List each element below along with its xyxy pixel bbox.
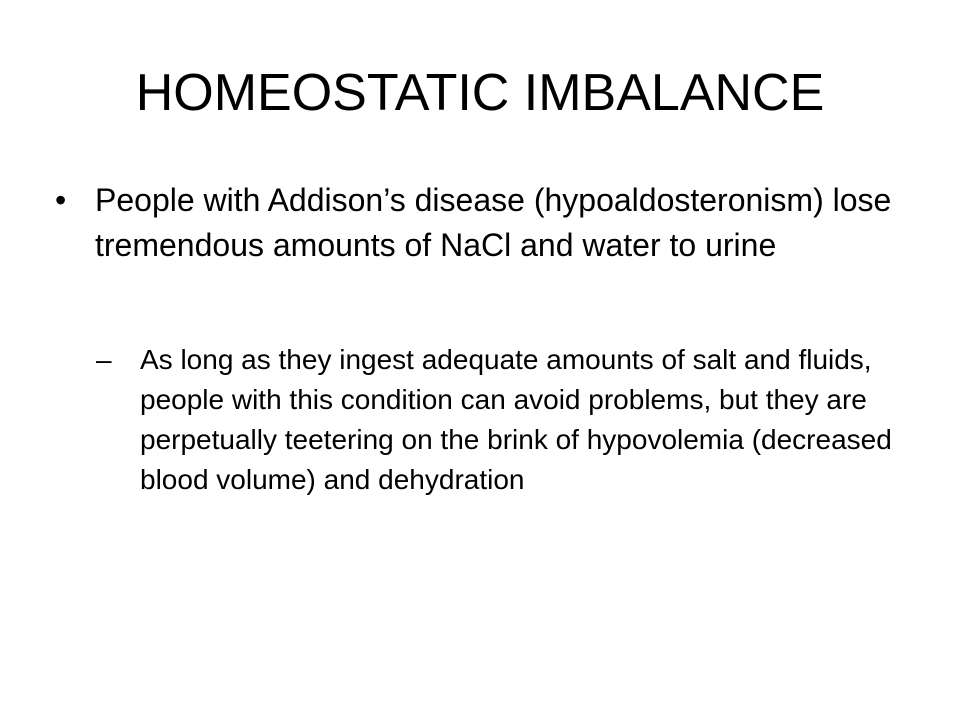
slide-title: HOMEOSTATIC IMBALANCE [135, 64, 825, 122]
bullet-marker: • [55, 182, 67, 218]
sub-bullet-text: As long as they ingest adequate amounts of salt and fluids, people with this condition can avoid problems, but they are perpetually teetering on the brink of hypovolemia (decreased blood volume) and dehydration [140, 344, 892, 495]
bullet-text: People with Addison’s disease (hypoaldosteronism) lose tremendous amounts of NaCl and water to urine [95, 182, 892, 263]
bullet-item [55, 178, 905, 268]
sub-bullet-marker: – [96, 344, 112, 375]
sub-bullet-item [96, 340, 916, 500]
